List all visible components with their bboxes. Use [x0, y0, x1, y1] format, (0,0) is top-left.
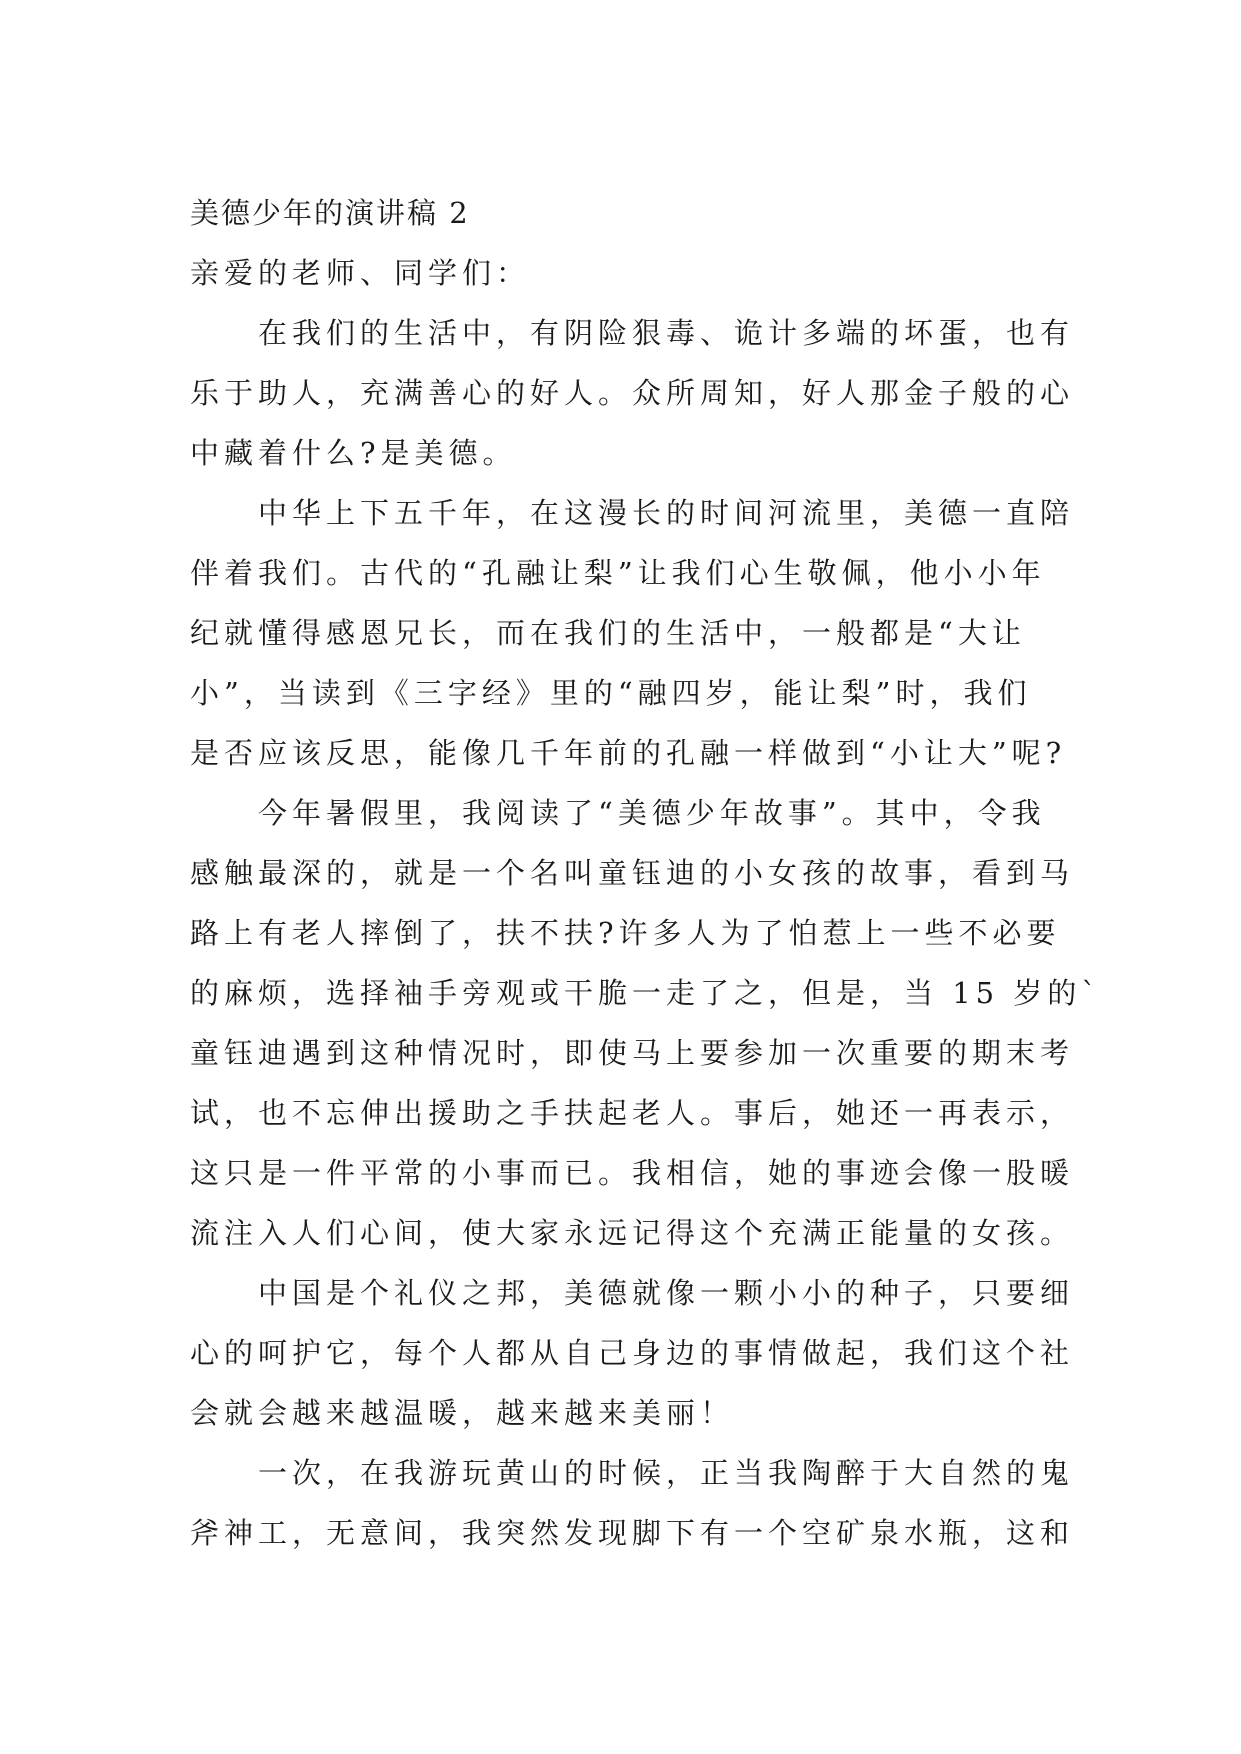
text-line: 今年暑假里，我阅读了“美德少年故事”。其中，令我 — [258, 796, 1046, 830]
text-line: 在我们的生活中，有阴险狠毒、诡计多端的坏蛋，也有 — [258, 316, 1075, 350]
paragraph — [190, 1263, 1075, 1443]
text-line: 这只是一件平常的小事而已。我相信，她的事迹会像一股暖 — [190, 1156, 1075, 1190]
text-line: 童钰迪遇到这种情况时，即使马上要参加一次重要的期末考 — [190, 1036, 1075, 1070]
document-title: 美德少年的演讲稿 2 — [190, 196, 470, 230]
text-line: 斧神工，无意间，我突然发现脚下有一个空矿泉水瓶，这和 — [190, 1516, 1075, 1550]
text-line: 小”，当读到《三字经》里的“融四岁，能让梨”时，我们 — [190, 676, 1032, 710]
text-line: 的麻烦，选择袖手旁观或干脆一走了之，但是，当 15 岁的` — [190, 976, 1101, 1010]
text-line: 伴着我们。古代的“孔融让梨”让我们心生敬佩，他小小年 — [190, 556, 1046, 590]
text-line: 感触最深的，就是一个名叫童钰迪的小女孩的故事，看到马 — [190, 856, 1075, 890]
paragraph — [190, 303, 1075, 483]
salutation: 亲爱的老师、同学们： — [190, 256, 531, 290]
document-body — [190, 183, 1101, 1563]
text-line: 会就会越来越温暖，越来越来美丽！ — [190, 1396, 735, 1430]
text-line: 路上有老人摔倒了，扶不扶?许多人为了怕惹上一些不必要 — [190, 916, 1061, 950]
text-line: 心的呵护它，每个人都从自己身边的事情做起，我们这个社 — [190, 1336, 1075, 1370]
text-line: 流注入人们心间，使大家永远记得这个充满正能量的女孩。 — [190, 1216, 1075, 1250]
text-line: 是否应该反思，能像几千年前的孔融一样做到“小让大”呢? — [190, 736, 1067, 770]
text-line: 乐于助人，充满善心的好人。众所周知，好人那金子般的心 — [190, 376, 1075, 410]
paragraph — [190, 783, 1101, 1263]
text-line: 试，也不忘伸出援助之手扶起老人。事后，她还一再表示， — [190, 1096, 1075, 1130]
text-line: 纪就懂得感恩兄长，而在我们的生活中，一般都是“大让 — [190, 616, 1026, 650]
text-line: 中国是个礼仪之邦，美德就像一颗小小的种子，只要细 — [258, 1276, 1075, 1310]
text-line: 一次，在我游玩黄山的时候，正当我陶醉于大自然的鬼 — [258, 1456, 1075, 1490]
text-line: 中藏着什么?是美德。 — [190, 436, 517, 470]
paragraph — [190, 1443, 1075, 1563]
paragraph — [190, 483, 1075, 783]
text-line: 中华上下五千年，在这漫长的时间河流里，美德一直陪 — [258, 496, 1075, 530]
